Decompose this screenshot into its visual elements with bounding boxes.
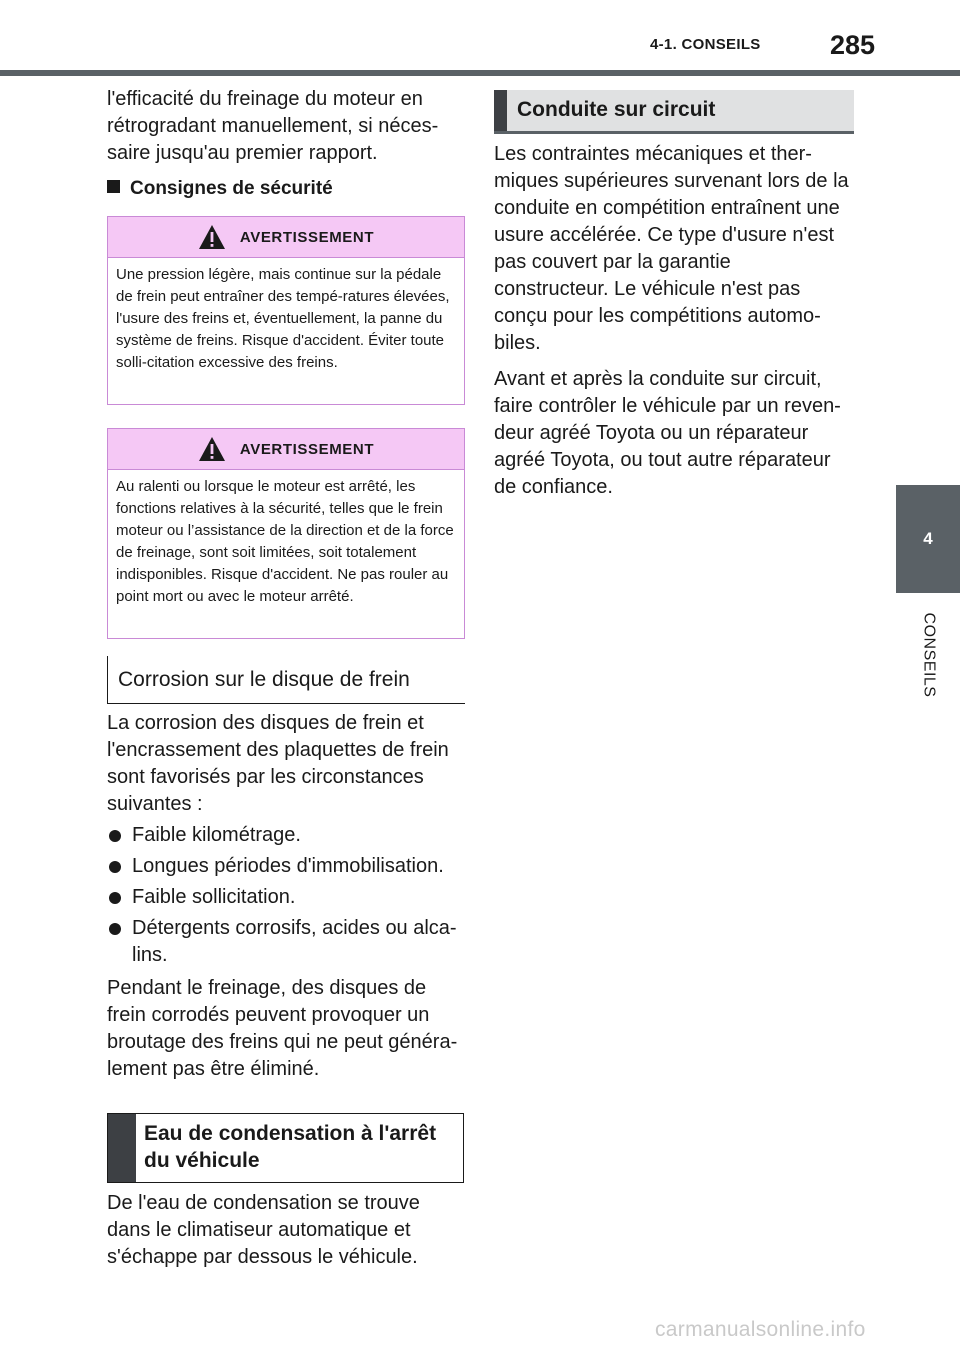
watermark: carmanualsonline.info [655,1318,866,1341]
corrosion-causes-list [107,822,467,973]
bullet-dot-icon [109,892,121,904]
list-item-text: Longues périodes d'immobilisation. [132,855,444,877]
bullet-dot-icon [109,830,121,842]
intro-block [107,86,452,167]
circuit-heading-text: Conduite sur circuit [517,98,716,121]
heading-accent-bar [494,90,507,131]
list-item [107,853,467,880]
warning-box-1 [107,216,465,405]
condensation-block [107,1190,452,1271]
corrosion-heading-text: Corrosion sur le disque de frein [118,668,410,691]
bullet-dot-icon [109,861,121,873]
section-title: 4-1. CONSEILS [650,36,761,53]
square-marker-icon [107,180,120,193]
circuit-paragraph-1: Les contraintes mécaniques et ther-miques supérieures survenant lors de la conduite en compétition entraînent une usure accélérée. Ce type d'usure n'est pas couvert par la garantie constructeur. Le véhicule n'est pas conçu pour les compétitions automo-biles. [494,143,849,354]
list-item [107,915,467,969]
condensation-paragraph: De l'eau de condensation se trouve dans le climatiseur automatique et s'échappe par dessous le véhicule. [107,1192,420,1268]
warning-title: AVERTISSEMENT [239,228,375,246]
chapter-tab[interactable] [896,485,960,593]
safety-heading-text: Consignes de sécurité [130,178,333,199]
list-item-text: Faible kilométrage. [132,824,301,846]
warning-title: AVERTISSEMENT [239,440,375,458]
chapter-label-text: CONSEILS [920,612,938,698]
chapter-number: 4 [923,529,933,548]
warning-header [108,429,464,470]
list-item [107,884,467,911]
chapter-label [896,600,960,710]
corrosion-paragraph: La corrosion des disques de frein et l'encrassement des plaquettes de frein sont favorisés par les circonstances suivantes : [107,712,449,815]
corrosion-block [107,710,457,818]
warning-header [108,217,464,258]
page-number: 285 [830,30,876,60]
circuit-heading [494,90,854,134]
braking-block [107,975,465,1083]
circuit-paragraph-2: Avant et après la conduite sur circuit, faire contrôler le véhicule par un reven-deur agréé Toyota ou un réparateur agréé Toyota, ou tout autre réparateur de confiance. [494,368,841,498]
warning-body: Une pression légère, mais continue sur la pédale de frein peut entraîner des tempé-ratures élevées, l'usure des freins et, éventuellement, la panne du système de freins. Risque d'accident. Éviter toute solli-citation excessive des freins. [116,266,450,371]
warning-body: Au ralenti ou lorsque le moteur est arrêté, les fonctions relatives à la sécurité, telles que le frein moteur ou l’assistance de la direction et de la force de freinage, sont soit limitées, soit totalement indisponibles. Risque d'accident. Ne pas rouler au point mort ou avec le moteur arrêté. [116,478,454,605]
bullet-dot-icon [109,923,121,935]
header-rule [0,70,960,76]
safety-heading [107,178,333,200]
corrosion-heading [107,656,465,704]
list-item [107,822,467,849]
braking-paragraph: Pendant le freinage, des disques de frein corrodés peuvent provoquer un broutage des freins qui ne peut généra-lement pas être éliminé. [107,977,458,1080]
warning-triangle-icon [198,224,226,250]
heading-accent-bar [108,1114,136,1182]
intro-paragraph: l'efficacité du freinage du moteur en rétrogradant manuellement, si néces-saire jusqu'au premier rapport. [107,88,439,164]
warning-box-2 [107,428,465,639]
condensation-heading [107,1113,464,1183]
circuit-block [494,141,850,501]
warning-triangle-icon [198,436,226,462]
list-item-text: Détergents corrosifs, acides ou alca-lins. [132,917,457,966]
condensation-heading-text: Eau de condensation à l'arrêt du véhicule [144,1122,437,1172]
list-item-text: Faible sollicitation. [132,886,296,908]
